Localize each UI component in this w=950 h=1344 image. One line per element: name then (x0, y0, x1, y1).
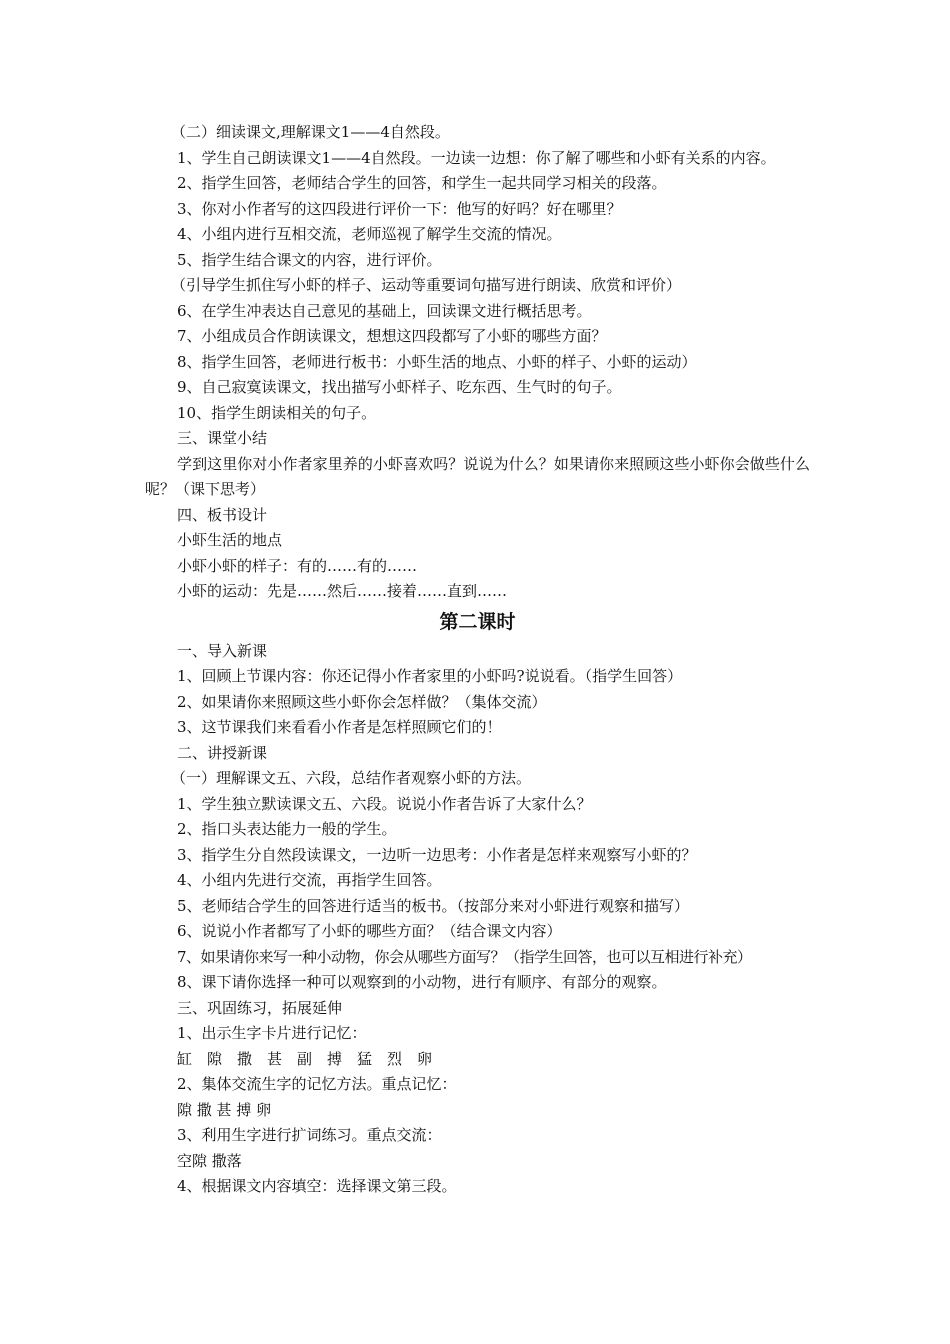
paragraph: 6、在学生冲表达自己意见的基础上，回读课文进行概括思考。 (177, 301, 592, 320)
paragraph: 1、学生独立默读课文五、六段。说说小作者告诉了大家什么？ (177, 794, 592, 813)
paragraph: 1、出示生字卡片进行记忆： (177, 1024, 367, 1042)
section-heading: 四、板书设计 (177, 505, 268, 524)
section-heading: 三、课堂小结 (177, 429, 268, 447)
paragraph: 3、指学生分自然段读课文，一边听一边思考：小作者是怎样来观察写小虾的？ (177, 845, 697, 864)
paragraph: 5、老师结合学生的回答进行适当的板书。（按部分来对小虾进行观察和描写） (177, 896, 690, 915)
character-list: 缸 隙 撒 甚 副 搏 猛 烈 卵 (177, 1049, 433, 1068)
subsection-heading: （一）理解课文五、六段，总结作者观察小虾的方法。 (171, 769, 532, 787)
paragraph: 学到这里你对小作者家里养的小虾喜欢吗？说说为什么？如果请你来照顾这些小虾你会做些什么呢？（课下思考） (145, 454, 810, 498)
paragraph: 5、指学生结合课文的内容，进行评价。 (177, 250, 442, 269)
section-heading: 一、导入新课 (177, 641, 268, 660)
paragraph: （引导学生抓住写小虾的样子、运动等重要词句描写进行朗读、欣赏和评价） (171, 276, 682, 294)
paragraph: 3、利用生字进行扩词练习。重点交流： (177, 1126, 442, 1144)
lesson-title: 第二课时 (439, 610, 516, 633)
board-line: 小虾生活的地点 (177, 531, 283, 549)
paragraph: 4、小组内进行互相交流，老师巡视了解学生交流的情况。 (177, 225, 562, 243)
board-line: 小虾的运动：先是……然后……接着……直到…… (177, 582, 508, 600)
character-list: 隙 撒 甚 搏 卵 (177, 1100, 272, 1119)
paragraph: 2、指学生回答，老师结合学生的回答，和学生一起共同学习相关的段落。 (177, 174, 667, 192)
paragraph: 4、小组内先进行交流，再指学生回答。 (177, 871, 442, 889)
paragraph: 3、你对小作者写的这四段进行评价一下：他写的好吗？好在哪里？ (177, 199, 622, 218)
paragraph: 2、集体交流生字的记忆方法。重点记忆： (177, 1075, 457, 1093)
paragraph: 10、指学生朗读相关的句子。 (177, 403, 377, 422)
paragraph: 1、回顾上节课内容：你还记得小作者家里的小虾吗?说说看。（指学生回答） (177, 667, 683, 685)
paragraph: 2、如果请你来照顾这些小虾你会怎样做？（集体交流） (177, 692, 547, 711)
section-heading: 三、巩固练习，拓展延伸 (177, 998, 343, 1017)
document-body (145, 120, 810, 1200)
paragraph: 8、课下请你选择一种可以观察到的小动物，进行有顺序、有部分的观察。 (177, 973, 667, 991)
board-line: 小虾小虾的样子：有的……有的…… (177, 556, 418, 575)
word-list: 空隙 撒落 (177, 1151, 242, 1170)
paragraph: 1、学生自己朗读课文1——4自然段。一边读一边想：你了解了哪些和小虾有关系的内容。 (177, 148, 776, 167)
paragraph: 8、指学生回答，老师进行板书：小虾生活的地点、小虾的样子、小虾的运动） (177, 352, 697, 371)
subsection-heading: （二）细读课文,理解课文1——4自然段。 (171, 123, 450, 141)
paragraph: 2、指口头表达能力一般的学生。 (177, 820, 397, 838)
paragraph: 3、这节课我们来看看小作者是怎样照顾它们的！ (177, 718, 502, 736)
paragraph: 9、自己寂寞读课文，找出描写小虾样子、吃东西、生气时的句子。 (177, 378, 622, 396)
paragraph: 7、如果请你来写一种小动物，你会从哪些方面写？（指学生回答，也可以互相进行补充） (177, 947, 752, 966)
paragraph: 4、根据课文内容填空：选择课文第三段。 (177, 1177, 457, 1195)
section-heading: 二、讲授新课 (177, 743, 268, 762)
paragraph: 6、说说小作者都写了小虾的哪些方面？（结合课文内容） (177, 922, 562, 940)
paragraph: 7、小组成员合作朗读课文，想想这四段都写了小虾的哪些方面？ (177, 327, 607, 345)
